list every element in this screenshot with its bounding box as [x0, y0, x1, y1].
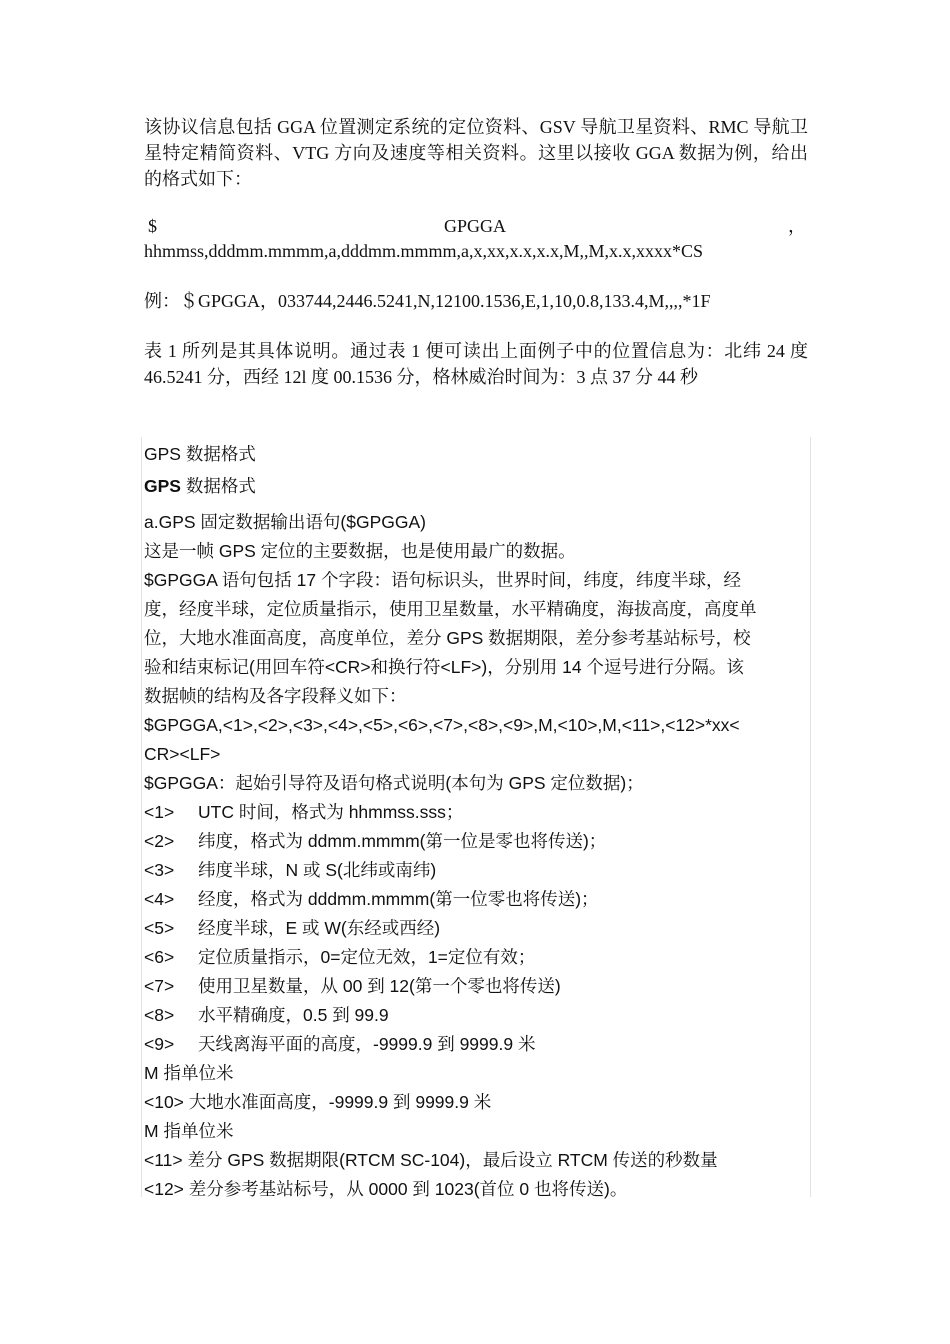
- format-line-1: [144, 213, 806, 239]
- table-explanation-paragraph: 表 1 所列是其具体说明。通过表 1 便可读出上面例子中的位置信息为：北纬 24 度 46.5241 分，西经 12l 度 00.1536 分，格林威治时间为：3 点 37 分 44 秒: [144, 341, 808, 387]
- section-subtitle: [144, 472, 808, 501]
- field-tag: <7>: [144, 976, 175, 996]
- field-text: 水平精确度，0.5 到 99.9: [198, 1005, 389, 1025]
- unit-note: M 指单位米: [144, 1063, 234, 1083]
- field-text: 纬度，格式为 ddmm.mmmm(第一位是零也将传送)；: [198, 831, 607, 851]
- field-text: 天线离海平面的高度，-9999.9 到 9999.9 米: [198, 1034, 536, 1054]
- field-text: 纬度半球，N 或 S(北纬或南纬): [198, 860, 437, 880]
- field-text: 使用卫星数量，从 00 到 12(第一个零也将传送): [198, 976, 561, 996]
- field-item-10: <10> 大地水准面高度，-9999.9 到 9999.9 米: [144, 1092, 492, 1112]
- field-list-line: 验和结束标记(用回车符<CR>和换行符<LF>)，分别用 14 个逗号进行分隔。该: [144, 657, 744, 677]
- field-item: [144, 914, 808, 943]
- example-line: 例：＄GPGGA，033744,2446.5241,N,12100.1536,E,1,10,0.8,133.4,M,,,,*1F: [144, 291, 711, 311]
- field-tag: <6>: [144, 947, 175, 967]
- format-dollar: $: [148, 216, 157, 236]
- field-list-line: 位，大地水准面高度，高度单位，差分 GPS 数据期限，差分参考基站标号，校: [144, 628, 751, 648]
- field-item: [144, 856, 808, 885]
- unit-note: M 指单位米: [144, 1121, 234, 1141]
- subtitle-bold: GPS: [144, 476, 181, 496]
- structure-line: $GPGGA,<1>,<2>,<3>,<4>,<5>,<6>,<7>,<8>,<9>,M,<10>,M,<11>,<12>*xx<: [144, 715, 740, 735]
- field-item: [144, 1030, 808, 1059]
- field-text: 定位质量指示，0=定位无效，1=定位有效；: [198, 947, 536, 967]
- field-item: [144, 885, 808, 914]
- field-item-11: <11> 差分 GPS 数据期限(RTCM SC-104)，最后设立 RTCM 传送的秒数量: [144, 1150, 718, 1170]
- field-item: [144, 1001, 808, 1030]
- field-text: 经度半球，E 或 W(东经或西经): [198, 918, 441, 938]
- field-text: UTC 时间，格式为 hhmmss.sss；: [198, 802, 464, 822]
- field-item: [144, 943, 808, 972]
- field-item: [144, 798, 808, 827]
- section-title: GPS 数据格式: [144, 444, 256, 464]
- subtitle-rest: 数据格式: [180, 476, 256, 496]
- format-line-2: hhmmss,dddmm.mmmm,a,dddmm.mmmm,a,x,xx,x.x,x.x,M,,M,x.x,xxxx*CS: [144, 241, 704, 261]
- field-item: [144, 972, 808, 1001]
- field-item-12: <12> 差分参考基站标号，从 0000 到 1023(首位 0 也将传送)。: [144, 1179, 628, 1199]
- structure-line: CR><LF>: [144, 744, 221, 764]
- field-list-line: $GPGGA 语句包括 17 个字段：语句标识头，世界时间，纬度，纬度半球，经: [144, 570, 741, 590]
- field-tag: <3>: [144, 860, 175, 880]
- format-comma: ，: [788, 216, 806, 236]
- field-tag: <5>: [144, 918, 175, 938]
- start-description: $GPGGA：起始引导符及语句格式说明(本句为 GPS 定位数据)；: [144, 773, 644, 793]
- format-sentence-name: GPGGA: [444, 216, 507, 236]
- field-tag: <2>: [144, 831, 175, 851]
- field-tag: <1>: [144, 802, 175, 822]
- field-list-line: 度，经度半球，定位质量指示，使用卫星数量，水平精确度，海拔高度，高度单: [144, 599, 757, 619]
- intro-paragraph: 该协议信息包括 GGA 位置测定系统的定位资料、GSV 导航卫星资料、RMC 导航卫星特定精简资料、VTG 方向及速度等相关资料。这里以接收 GGA 数据为例，给出的格式如下：: [144, 117, 808, 189]
- field-item: [144, 827, 808, 856]
- field-tag: <9>: [144, 1034, 175, 1054]
- field-tag: <8>: [144, 1005, 175, 1025]
- heading-a: a.GPS 固定数据输出语句($GPGGA): [144, 512, 426, 532]
- field-list-line: 数据帧的结构及各字段释义如下：: [144, 686, 407, 706]
- desc-line: 这是一帧 GPS 定位的主要数据，也是使用最广的数据。: [144, 541, 576, 561]
- field-text: 经度，格式为 dddmm.mmmm(第一位零也将传送)；: [198, 889, 599, 909]
- field-tag: <4>: [144, 889, 175, 909]
